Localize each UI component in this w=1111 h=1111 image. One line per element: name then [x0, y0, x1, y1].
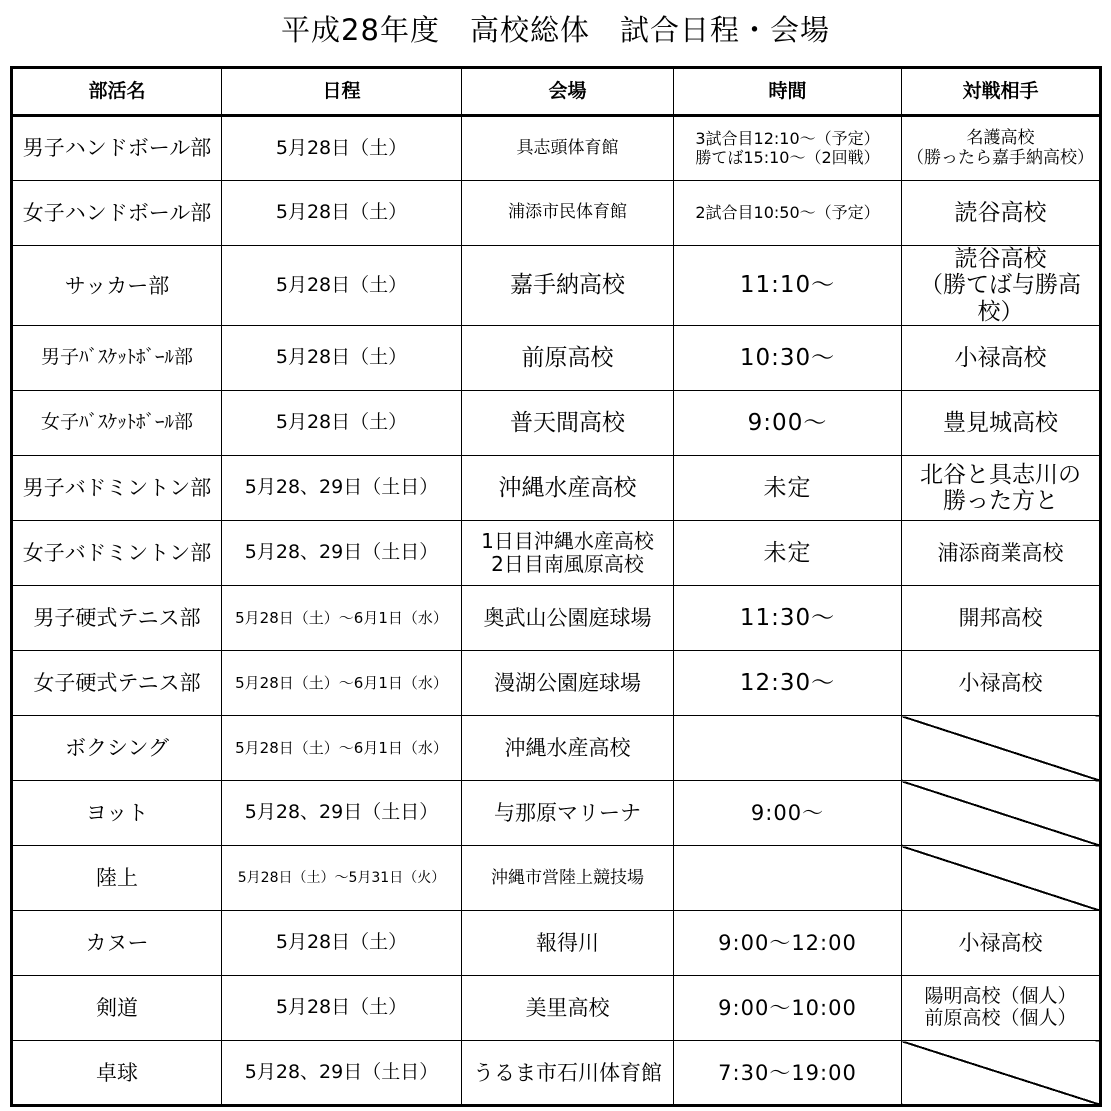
- opponent-cell-slashed: [902, 1041, 1101, 1106]
- venue-cell: 前原高校: [462, 326, 674, 391]
- opponent-cell-slashed: [902, 846, 1101, 911]
- time-cell: 未定: [674, 521, 902, 586]
- club-cell: 剣道: [12, 976, 222, 1041]
- date-cell: 5月28日（土）～6月1日（水）: [222, 586, 462, 651]
- date-cell: 5月28日（土）: [222, 911, 462, 976]
- venue-cell: 沖縄水産高校: [462, 716, 674, 781]
- table-row: [12, 781, 1101, 846]
- venue-cell: 具志頭体育館: [462, 116, 674, 181]
- opponent-cell-slashed: [902, 716, 1101, 781]
- table-header: [12, 68, 1101, 116]
- club-cell: 陸上: [12, 846, 222, 911]
- venue-cell: 漫湖公園庭球場: [462, 651, 674, 716]
- date-cell: 5月28日（土）: [222, 116, 462, 181]
- table-row: [12, 1041, 1101, 1106]
- opponent-cell: 北谷と具志川の 勝った方と: [902, 456, 1101, 521]
- venue-cell: 沖縄市営陸上競技場: [462, 846, 674, 911]
- date-cell: 5月28日（土）: [222, 326, 462, 391]
- opponent-cell: 浦添商業高校: [902, 521, 1101, 586]
- venue-cell: 嘉手納高校: [462, 246, 674, 326]
- time-cell: 9:00～: [674, 391, 902, 456]
- venue-cell: 普天間高校: [462, 391, 674, 456]
- time-cell-empty: [674, 716, 902, 781]
- club-cell: 女子硬式テニス部: [12, 651, 222, 716]
- venue-cell: うるま市石川体育館: [462, 1041, 674, 1106]
- header-row: [12, 68, 1101, 116]
- table-row: [12, 181, 1101, 246]
- time-cell: 3試合目12:10～（予定） 勝てば15:10～（2回戦）: [674, 116, 902, 181]
- club-cell: 女子バドミントン部: [12, 521, 222, 586]
- opponent-cell: 豊見城高校: [902, 391, 1101, 456]
- opponent-cell: 陽明高校（個人） 前原高校（個人）: [902, 976, 1101, 1041]
- date-cell: 5月28、29日（土日）: [222, 456, 462, 521]
- date-cell: 5月28日（土）～6月1日（水）: [222, 651, 462, 716]
- table-row: [12, 246, 1101, 326]
- club-cell: サッカー部: [12, 246, 222, 326]
- venue-cell: 報得川: [462, 911, 674, 976]
- club-cell: ヨット: [12, 781, 222, 846]
- time-cell: 9:00～10:00: [674, 976, 902, 1041]
- opponent-cell: 小禄高校: [902, 651, 1101, 716]
- club-cell: 男子ハンドボール部: [12, 116, 222, 181]
- time-cell: 7:30～19:00: [674, 1041, 902, 1106]
- table-row: [12, 391, 1101, 456]
- table-row: [12, 586, 1101, 651]
- venue-cell: 浦添市民体育館: [462, 181, 674, 246]
- opponent-cell: 小禄高校: [902, 911, 1101, 976]
- time-cell: 11:30～: [674, 586, 902, 651]
- time-cell: 9:00～12:00: [674, 911, 902, 976]
- header-opponent: 対戦相手: [902, 68, 1101, 116]
- time-cell: 10:30～: [674, 326, 902, 391]
- venue-cell: 与那原マリーナ: [462, 781, 674, 846]
- club-cell: ボクシング: [12, 716, 222, 781]
- time-cell: 2試合目10:50～（予定）: [674, 181, 902, 246]
- date-cell: 5月28日（土）: [222, 976, 462, 1041]
- club-cell: カヌー: [12, 911, 222, 976]
- schedule-table: [10, 66, 1102, 1107]
- header-time: 時間: [674, 68, 902, 116]
- club-cell: 卓球: [12, 1041, 222, 1106]
- club-cell: 男子ﾊﾞｽｹｯﾄﾎﾞｰﾙ部: [12, 326, 222, 391]
- time-cell: 未定: [674, 456, 902, 521]
- date-cell: 5月28、29日（土日）: [222, 521, 462, 586]
- table-row: [12, 846, 1101, 911]
- time-cell-empty: [674, 846, 902, 911]
- opponent-cell: 読谷高校 （勝てば与勝高校）: [902, 246, 1101, 326]
- opponent-cell: 名護高校 （勝ったら嘉手納高校）: [902, 116, 1101, 181]
- table-row: [12, 326, 1101, 391]
- table-row: [12, 521, 1101, 586]
- table-row: [12, 911, 1101, 976]
- table-row: [12, 456, 1101, 521]
- club-cell: 男子バドミントン部: [12, 456, 222, 521]
- club-cell: 女子ﾊﾞｽｹｯﾄﾎﾞｰﾙ部: [12, 391, 222, 456]
- table-row: [12, 976, 1101, 1041]
- table-body: [12, 116, 1101, 1106]
- table-row: [12, 116, 1101, 181]
- venue-cell: 1日目沖縄水産高校 2日目南風原高校: [462, 521, 674, 586]
- header-date: 日程: [222, 68, 462, 116]
- header-club: 部活名: [12, 68, 222, 116]
- opponent-cell: 開邦高校: [902, 586, 1101, 651]
- date-cell: 5月28、29日（土日）: [222, 781, 462, 846]
- opponent-cell: 読谷高校: [902, 181, 1101, 246]
- date-cell: 5月28日（土）～5月31日（火）: [222, 846, 462, 911]
- date-cell: 5月28日（土）～6月1日（水）: [222, 716, 462, 781]
- time-cell: 12:30～: [674, 651, 902, 716]
- header-venue: 会場: [462, 68, 674, 116]
- time-cell: 11:10～: [674, 246, 902, 326]
- date-cell: 5月28日（土）: [222, 391, 462, 456]
- venue-cell: 美里高校: [462, 976, 674, 1041]
- table-row: [12, 651, 1101, 716]
- time-cell: 9:00～: [674, 781, 902, 846]
- club-cell: 男子硬式テニス部: [12, 586, 222, 651]
- opponent-cell: 小禄高校: [902, 326, 1101, 391]
- venue-cell: 奥武山公園庭球場: [462, 586, 674, 651]
- date-cell: 5月28日（土）: [222, 246, 462, 326]
- club-cell: 女子ハンドボール部: [12, 181, 222, 246]
- page-title: 平成28年度 高校総体 試合日程・会場: [281, 13, 830, 47]
- opponent-cell-slashed: [902, 781, 1101, 846]
- table-row: [12, 716, 1101, 781]
- date-cell: 5月28日（土）: [222, 181, 462, 246]
- venue-cell: 沖縄水産高校: [462, 456, 674, 521]
- date-cell: 5月28、29日（土日）: [222, 1041, 462, 1106]
